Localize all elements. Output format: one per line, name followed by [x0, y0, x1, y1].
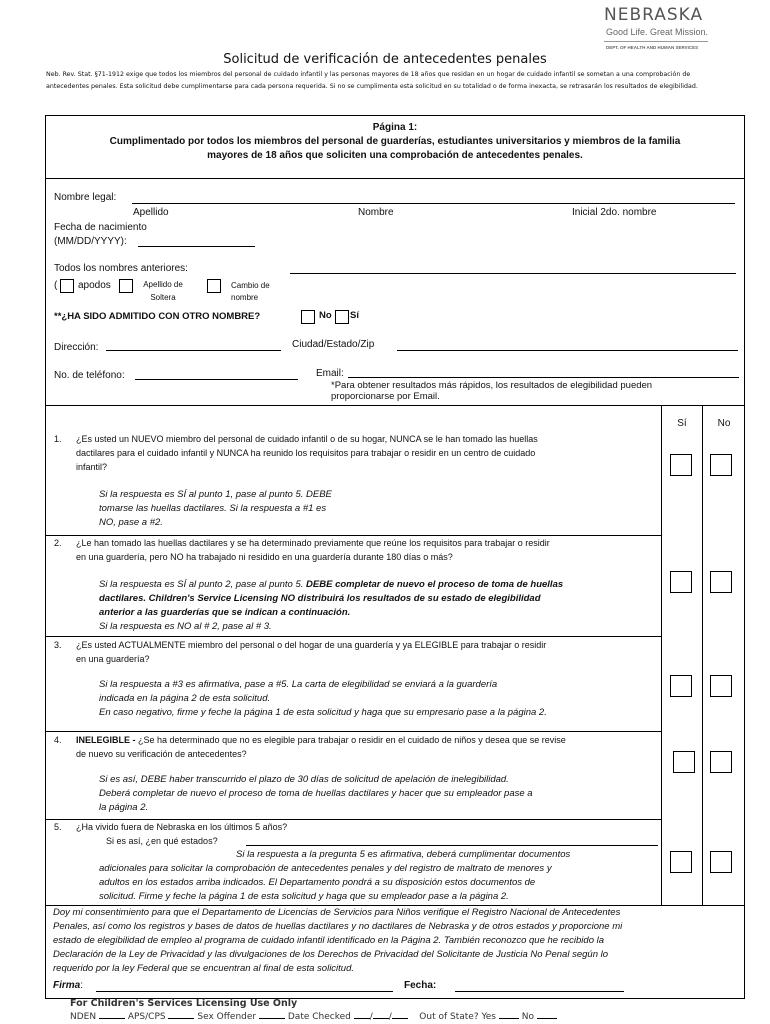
note-line: En caso negativo, firme y feche la página 1 de esta solicitud y haga que su empresario pase a la página 2.	[99, 707, 547, 718]
phone-label: No. de teléfono:	[54, 370, 125, 381]
nebraska-logo-title: NEBRASKA	[604, 5, 704, 25]
divider	[45, 405, 745, 406]
question-number: 5.	[54, 822, 62, 832]
intro-text: Neb. Rev. Stat. §71-1912 exige que todos los miembros del personal de cuidado infantil y las personas mayores de 18 años que residan en un hogar de cuidado infantil se sometan a una comprobación de antecedentes penales. Esta solicitud debe cumplimentarse para cada persona requerida. Si no se cumplimenta esta solicitud en su totalidad o de forma inexacta, se retrasarán los resultados de elegibilidad.	[46, 71, 698, 90]
document-title: Solicitud de verificación de antecedentes penales	[223, 52, 547, 67]
consent-text	[53, 906, 743, 976]
date-input[interactable]	[455, 991, 624, 992]
question-5-text	[76, 820, 287, 848]
no-column-header: No	[717, 418, 731, 429]
address-label: Dirección:	[54, 342, 99, 353]
previous-names-label: Todos los nombres anteriores:	[54, 263, 188, 274]
row-divider	[45, 636, 661, 637]
row-divider	[45, 731, 661, 732]
dob-input[interactable]	[138, 246, 255, 247]
date-checked-year[interactable]	[392, 1018, 408, 1019]
email-input[interactable]	[348, 377, 739, 378]
question-2-yes-checkbox[interactable]	[670, 571, 692, 593]
consent-line: Declaración de la Ley de Privacidad y las divulgaciones de los Derechos de Privacidad del Solicitante de Justicia No Penal según lo	[53, 949, 609, 960]
consent-line: requerido por la ley Federal que se encuentran al final de esta solicitud.	[53, 963, 355, 974]
note-line: anterior a las guarderías que se indican a continuación.	[99, 607, 351, 618]
question-text-line: ¿Le han tomado las huellas dactilares y se ha determinado previamente que reúne los requisitos para trabajar o residir	[76, 538, 550, 548]
question-text-line: ¿Ha vivido fuera de Nebraska en los últimos 5 años?	[76, 822, 288, 832]
office-use-fields	[70, 1012, 557, 1022]
question-number: 1.	[54, 434, 62, 444]
question-text-line: infantil?	[76, 462, 108, 472]
note-line: indicada en la página 2 de esta solicitud.	[99, 693, 271, 704]
signature-colon: :	[80, 980, 84, 991]
note-line: tomarse las huellas dactilares. Si la respuesta a #1 es	[99, 503, 327, 514]
office-use-title: For Children's Services Licensing Use Only	[70, 998, 298, 1009]
consent-line: Doy mi consentimiento para que el Departamento de Licencias de Servicios para Niños verifique el Registro Nacional de Antecedentes	[53, 907, 621, 918]
maiden-name-label-line: Apellido de	[143, 280, 183, 289]
question-4-note	[99, 773, 533, 815]
question-3-text	[76, 638, 656, 666]
question-text-line: Si es así, ¿en qué estados?	[106, 836, 218, 846]
admitted-yes-label: Sí	[350, 310, 359, 321]
sex-offender-label: Sex Offender	[197, 1012, 257, 1022]
dob-format: (MM/DD/YYYY):	[54, 236, 127, 247]
nicknames-label: apodos	[78, 280, 111, 291]
note-line: Si la respuesta es NO al # 2, pase al # 3.	[99, 621, 272, 632]
question-text-line: ¿Es usted ACTUALMENTE miembro del personal o del hogar de una guardería y ya ELEGIBLE para trabajar o residir	[76, 640, 547, 650]
name-change-label-line: Cambio de	[231, 281, 270, 290]
city-state-zip-input[interactable]	[397, 350, 738, 351]
note-line: Si la respuesta a #3 es afirmativa, pase a #5. La carta de elegibilidad se enviará a la guardería	[99, 679, 498, 690]
admitted-no-checkbox[interactable]	[301, 310, 315, 324]
note-line: solicitud. Firme y feche la página 1 de esta solicitud y haga que su empleador pase a la página 2.	[99, 891, 509, 902]
question-4-text	[76, 733, 656, 761]
note-line: adicionales para solicitar la comprobación de antecedentes penales y del registro de maltrato de menores y	[99, 863, 552, 874]
note-fragment: Si la respuesta es SÍ al punto 2, pase al punto 5.	[99, 579, 307, 590]
column-divider	[661, 405, 662, 905]
name-change-label-line: nombre	[231, 293, 259, 302]
nden-label: NDEN	[70, 1012, 97, 1022]
question-text-line	[76, 733, 656, 747]
consent-line: Penales, así como los registros y bases de datos de huellas dactilares y no dactilares de Nebraska y de otros estados y proporcione mi	[53, 921, 623, 932]
question-number: 4.	[54, 735, 62, 745]
note-line: dactilares. Children's Service Licensing NO distribuirá los resultados de su estado de elegibilidad	[99, 593, 541, 604]
date-checked-month[interactable]	[354, 1018, 370, 1019]
paren: (	[54, 280, 58, 291]
question-number: 2.	[54, 538, 62, 548]
signature-label-text: Firma	[53, 980, 81, 991]
question-3-no-checkbox[interactable]	[710, 675, 732, 697]
maiden-name-checkbox[interactable]	[119, 279, 133, 293]
out-of-state-no-label: No	[521, 1012, 534, 1022]
legal-name-input[interactable]	[132, 203, 735, 204]
question-text-line: ¿Es usted un NUEVO miembro del personal de cuidado infantil o de su hogar, NUNCA se le han tomado las huellas	[76, 434, 538, 444]
out-of-state-no-input[interactable]	[537, 1018, 557, 1019]
question-2-note	[99, 578, 659, 634]
date-checked-day[interactable]	[373, 1018, 389, 1019]
signature-label	[53, 980, 83, 991]
note-line: la página 2.	[99, 802, 149, 813]
logo-dept: DEPT. OF HEALTH AND HUMAN SERVICES	[606, 45, 699, 50]
admitted-question: **¿HA SIDO ADMITIDO CON OTRO NOMBRE?	[54, 311, 261, 322]
name-change-checkbox[interactable]	[207, 279, 221, 293]
sex-offender-input[interactable]	[259, 1018, 285, 1019]
nicknames-checkbox[interactable]	[60, 279, 74, 293]
legal-name-label: Nombre legal:	[54, 192, 117, 203]
date-slash: /	[388, 1012, 392, 1022]
date-slash: /	[369, 1012, 373, 1022]
aps-cps-label: APS/CPS	[127, 1012, 166, 1022]
question-1-no-checkbox[interactable]	[710, 454, 732, 476]
first-name-caption: Nombre	[358, 207, 394, 218]
name-change-label	[231, 280, 270, 304]
email-label: Email:	[316, 368, 344, 379]
phone-input[interactable]	[135, 379, 298, 380]
date-checked-label: Date Checked	[287, 1012, 351, 1022]
note-line: NO, pase a #2.	[99, 517, 163, 528]
question-1-note	[99, 488, 332, 530]
question-1-yes-checkbox[interactable]	[670, 454, 692, 476]
logo-tagline: Good Life. Great Mission.	[606, 27, 709, 37]
question-text-line: en una guardería?	[76, 654, 150, 664]
city-state-zip-label: Ciudad/Estado/Zip	[292, 339, 375, 350]
page-subtitle: mayores de 18 años que soliciten una comprobación de antecedentes penales.	[207, 150, 583, 161]
question-4-yes-checkbox[interactable]	[673, 751, 695, 773]
email-note-line: proporcionarse por Email.	[331, 391, 440, 402]
note-line: Deberá completar de nuevo el proceso de toma de huellas dactilares y hacer que su empleador pase a	[99, 788, 533, 799]
page-subtitle: Cumplimentado por todos los miembros del personal de guarderías, estudiantes universitarios y miembros de la familia	[109, 136, 681, 147]
admitted-yes-checkbox[interactable]	[335, 310, 349, 324]
note-line: Si la respuesta es SÍ al punto 1, pase al punto 5. DEBE	[99, 489, 332, 500]
ineligible-label: INELEGIBLE -	[76, 735, 139, 745]
maiden-name-label	[138, 278, 188, 304]
question-2-no-checkbox[interactable]	[710, 571, 732, 593]
question-5-no-checkbox[interactable]	[710, 851, 732, 873]
middle-initial-caption: Inicial 2do. nombre	[572, 207, 657, 218]
logo-divider	[604, 41, 708, 42]
question-2-text	[76, 536, 656, 564]
note-line: Si la respuesta a la pregunta 5 es afirmativa, deberá cumplimentar documentos	[236, 849, 571, 860]
out-of-state-label: Out of State? Yes	[419, 1012, 496, 1022]
address-input[interactable]	[106, 350, 281, 351]
question-5-note	[99, 848, 659, 904]
previous-names-input[interactable]	[290, 273, 736, 274]
last-name-caption: Apellido	[133, 207, 169, 218]
note-emphasis: DEBE completar de nuevo el proceso de toma de huellas	[306, 579, 564, 590]
note-line	[99, 578, 659, 592]
question-4-no-checkbox[interactable]	[710, 751, 732, 773]
nden-input[interactable]	[99, 1018, 125, 1019]
note-line: Si es así, DEBE haber transcurrido el plazo de 30 días de solicitud de apelación de inelegibilidad.	[99, 774, 509, 785]
aps-cps-input[interactable]	[168, 1018, 194, 1019]
out-of-state-yes-input[interactable]	[499, 1018, 519, 1019]
divider	[45, 178, 745, 179]
question-1-text	[76, 432, 656, 474]
yes-column-header: Sí	[677, 418, 687, 429]
page-header	[46, 121, 744, 163]
column-divider	[702, 405, 703, 905]
question-text-line: dactilares para el cuidado infantil y NUNCA ha reunido los requisitos para trabajar o residir en un centro de cuidado	[76, 448, 536, 458]
question-text-line: en una guardería, pero NO ha trabajado ni residido en una guardería durante 180 días o más?	[76, 552, 453, 562]
email-note-line: *Para obtener resultados más rápidos, los resultados de elegibilidad pueden	[331, 380, 653, 391]
note-line: adultos en los estados arriba indicados. El Departamento pondrá a su disposición estos documentos de	[99, 877, 536, 888]
admitted-no-label: No	[319, 310, 332, 321]
question-5-yes-checkbox[interactable]	[670, 851, 692, 873]
states-input[interactable]	[246, 845, 658, 846]
question-number: 3.	[54, 640, 62, 650]
question-3-note	[99, 678, 547, 720]
maiden-name-label-line: Soltera	[150, 293, 176, 302]
question-text-fragment: ¿Se ha determinado que no es elegible para trabajar o residir en el cuidado de niños y desea que se revise	[138, 735, 566, 745]
dob-label: Fecha de nacimiento	[54, 222, 147, 233]
consent-line: estado de elegibilidad de empleo al programa de cuidado infantil identificado en la Página 2. También reconozco que he recibido la	[53, 935, 605, 946]
date-label: Fecha:	[404, 980, 437, 991]
question-text-line: de nuevo su verificación de antecedentes?	[76, 749, 247, 759]
question-3-yes-checkbox[interactable]	[670, 675, 692, 697]
page-number: Página 1:	[372, 122, 418, 133]
email-note	[331, 380, 652, 402]
signature-input[interactable]	[96, 991, 393, 992]
